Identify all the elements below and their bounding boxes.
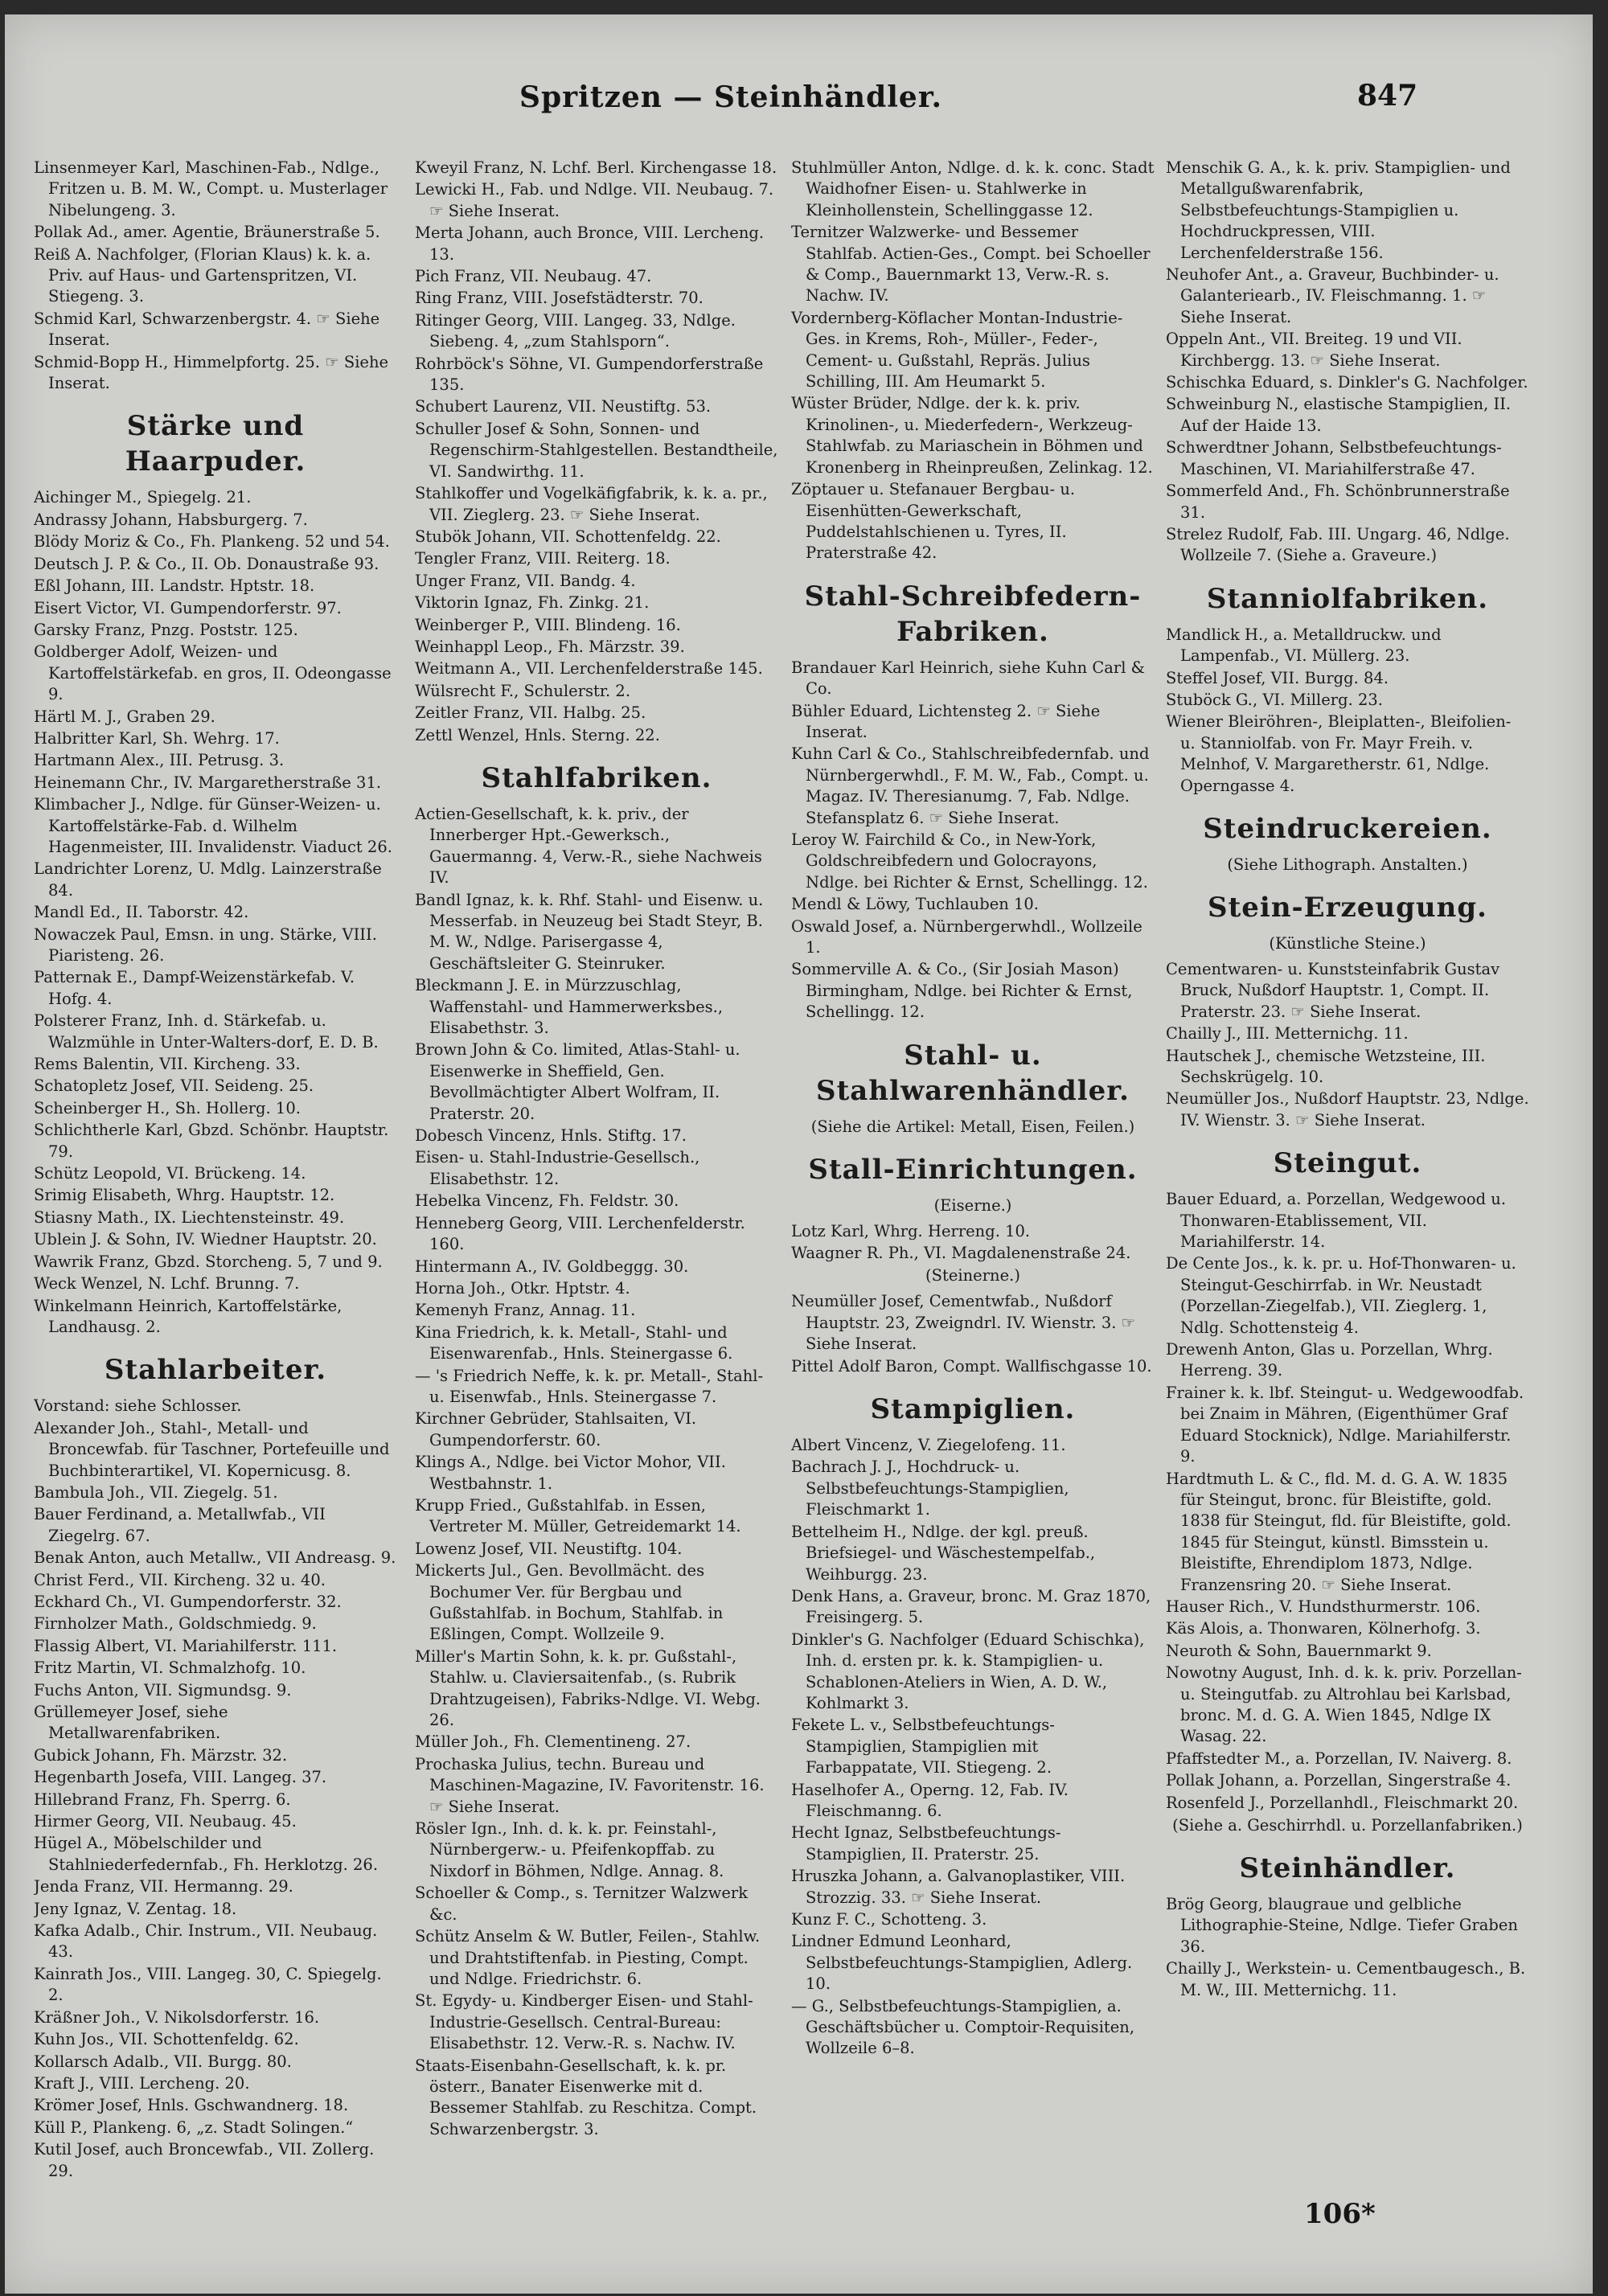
directory-entry: Andrassy Johann, Habsburgerg. 7. [34,510,308,529]
directory-entry: Kweyil Franz, N. Lchf. Berl. Kirchengasse 18. [415,158,777,177]
directory-entry: Denk Hans, a. Graveur, bronc. M. Graz 1870, Freisingerg. 5. [791,1586,1151,1627]
directory-entry: Zettl Wenzel, Hnls. Sterng. 22. [415,725,660,744]
directory-entry: Dinkler's G. Nachfolger (Eduard Schischka), Inh. d. ersten pr. k. k. Stampiglien- u. Schablonen-Ateliers in Wien, A. D. W., Kohlmarkt 3. [791,1630,1145,1712]
directory-entry: Garsky Franz, Pnzg. Poststr. 125. [34,620,298,639]
directory-entry: Wüster Brüder, Ndlge. der k. k. priv. Krinolinen-, u. Miederfedern-, Werkzeug-Stahlwfab. zu Mariaschein in Böhmen und Kronenberg in Rheinpreußen, Zelinkag. 12. [791,394,1153,477]
sheet-mark: 106* [1304,2198,1376,2230]
section-heading: Steindruckereien. [1203,812,1492,845]
section-heading: Stall-Einrichtungen. [808,1153,1138,1186]
directory-entry: Lotz Karl, Whrg. Herreng. 10. [791,1221,1031,1240]
directory-entry: Ternitzer Walzwerke- und Bessemer Stahlfab. Actien-Ges., Compt. bei Schoeller & Comp., Bauernmarkt 13, Verw.-R. s. Nachw. IV. [791,223,1151,305]
directory-entry: Schweinburg N., elastische Stampiglien, II. Auf der Haide 13. [1166,395,1512,435]
directory-entry: Tengler Franz, VIII. Reiterg. 18. [415,549,671,568]
directory-entry: St. Egydy- u. Kindberger Eisen- und Stahl-Industrie-Gesellsch. Central-Bureau: Elisabethstr. 12. Verw.-R. s. Nachw. IV. [415,1991,753,2053]
directory-entry: Firnholzer Math., Goldschmiedg. 9. [34,1614,317,1634]
directory-entry: De Cente Jos., k. k. pr. u. Hof-Thonwaren- u. Steingut-Geschirrfab. in Wr. Neustadt (Porzellan-Ziegelfab.), VII. Zieglerg. 1, Ndlg. Schottensteig 4. [1166,1254,1516,1337]
directory-entry: Hillebrand Franz, Fh. Sperrg. 6. [34,1790,291,1809]
directory-entry: Hruszka Johann, a. Galvanoplastiker, VIII. Strozzig. 33. ☞ Siehe Inserat. [791,1867,1126,1907]
directory-entry: Bachrach J. J., Hochdruck- u. Selbstbefeuchtungs-Stampiglien, Fleischmarkt 1. [791,1458,1069,1519]
directory-entry: Schatopletz Josef, VII. Seideng. 25. [34,1076,314,1096]
directory-entry: Hartmann Alex., III. Petrusg. 3. [34,751,285,770]
directory-entry: Jenda Franz, VII. Hermanng. 29. [34,1877,293,1896]
directory-entry: Bambula Joh., VII. Ziegelg. 51. [34,1482,278,1502]
directory-entry: Oppeln Ant., VII. Breiteg. 19 und VII. Kirchbergg. 13. ☞ Siehe Inserat. [1166,330,1462,370]
directory-entry: Linsenmeyer Karl, Maschinen-Fab., Ndlge., Fritzen u. B. M. W., Compt. u. Musterlager Nibelungeng. 3. [34,158,388,219]
section-note: (Steinerne.) [925,1266,1020,1285]
directory-entry: Schuller Josef & Sohn, Sonnen- und Regenschirm-Stahlgestellen. Bestandtheile, VI. Sandwirthg. 11. [415,419,778,481]
directory-entry: Eisert Victor, VI. Gumpendorferstr. 97. [34,598,342,617]
directory-entry: Pfaffstedter M., a. Porzellan, IV. Naiverg. 8. [1166,1749,1512,1768]
directory-entry: Brown John & Co. limited, Atlas-Stahl- u. Eisenwerke in Sheffield, Gen. Bevollmächtigter Albert Wolfram, II. Praterstr. 20. [415,1040,740,1123]
directory-entry: Grüllemeyer Josef, siehe Metallwarenfabriken. [34,1703,228,1743]
directory-entry: Hintermann A., IV. Goldbeggg. 30. [415,1257,689,1276]
directory-entry: Schütz Leopold, VI. Brückeng. 14. [34,1164,306,1183]
directory-entry: Zöptauer u. Stefanauer Bergbau- u. Eisenhütten-Gewerkschaft, Puddelstahlschienen u. Tyres, II. Praterstraße 42. [791,480,1076,563]
directory-entry: Pollak Johann, a. Porzellan, Singerstraße 4. [1166,1771,1512,1790]
section-heading: Stärke und Haarpuder. [125,410,306,478]
directory-entry: Weitmann A., VII. Lerchenfelderstraße 145. [415,659,763,679]
directory-entry: Waagner R. Ph., VI. Magdalenenstraße 24. [791,1244,1131,1263]
directory-entry: Hautschek J., chemische Wetzsteine, III. Sechskrügelg. 10. [1166,1046,1486,1086]
directory-entry: Lindner Edmund Leonhard, Selbstbefeuchtungs-Stampiglien, Adlerg. 10. [791,1932,1133,1994]
directory-entry: Hirmer Georg, VII. Neubaug. 45. [34,1812,297,1831]
page-header [5,63,1593,114]
directory-entry: Fekete L. v., Selbstbefeuchtungs-Stampiglien, Stampiglien mit Farbappatate, VII. Stiegeng. 2. [791,1716,1055,1777]
section-heading: Stanniolfabriken. [1206,582,1489,615]
section-note: (Künstliche Steine.) [1269,933,1426,953]
directory-entry: Hecht Ignaz, Selbstbefeuchtungs-Stampiglien, II. Praterstr. 25. [791,1823,1061,1863]
section-heading: Steinhändler. [1239,1852,1456,1884]
directory-entry: Henneberg Georg, VIII. Lerchenfelderstr. 160. [415,1213,745,1254]
directory-entry: Aichinger M., Spiegelg. 21. [34,488,252,507]
directory-entry: Vorstand: siehe Schlosser. [34,1396,242,1416]
page-number: 847 [1357,79,1418,113]
directory-entry: Deutsch J. P. & Co., II. Ob. Donaustraße 93. [34,554,379,573]
directory-entry: Kina Friedrich, k. k. Metall-, Stahl- und Eisenwarenfab., Hnls. Steinergasse 6. [415,1322,733,1363]
directory-entry: Albert Vincenz, V. Ziegelofeng. 11. [791,1436,1066,1455]
section-heading: Stahlfabriken. [481,761,712,794]
directory-entry: Schütz Anselm & W. Butler, Feilen-, Stahlw. und Drahtstiftenfab. in Piesting, Compt. und Ndlge. Friedrichstr. 6. [415,1927,761,1988]
directory-entry: Vordernberg-Köflacher Montan-Industrie-Ges. in Krems, Roh-, Müller-, Feder-, Cement- u. Gußstahl, Repräs. Julius Schilling, III. Am Heumarkt 5. [791,308,1123,392]
directory-entry: Mendl & Löwy, Tuchlauben 10. [791,895,1040,914]
directory-entry: Hügel A., Möbelschilder und Stahlniederfedernfab., Fh. Herklotzg. 26. [34,1834,379,1874]
directory-entry: Drewenh Anton, Glas u. Porzellan, Whrg. Herreng. 39. [1166,1340,1493,1380]
directory-entry: Kutil Josef, auch Broncewfab., VII. Zollerg. 29. [34,2140,375,2180]
directory-entry: Cementwaren- u. Kunststeinfabrik Gustav Bruck, Nußdorf Hauptstr. 1, Compt. II. Praterstr. 23. ☞ Siehe Inserat. [1166,959,1500,1021]
directory-entry: Strelez Rudolf, Fab. III. Ungarg. 46, Ndlge. Wollzeile 7. (Siehe a. Graveure.) [1166,524,1510,565]
column-4 [1166,158,1529,2216]
directory-entry: Neumüller Jos., Nußdorf Hauptstr. 23, Ndlge. IV. Wienstr. 3. ☞ Siehe Inserat. [1166,1089,1529,1130]
directory-entry: Brög Georg, blaugraue und gelbliche Lithographie-Steine, Ndlge. Tiefer Graben 36. [1166,1895,1518,1956]
directory-entry: Eßl Johann, III. Landstr. Hptstr. 18. [34,576,315,596]
directory-entry: Ublein J. & Sohn, IV. Wiedner Hauptstr. 20. [34,1230,377,1249]
directory-entry: Rohrböck's Söhne, VI. Gumpendorferstraße 135. [415,354,764,395]
directory-entry: Küll P., Plankeng. 6, „z. Stadt Solingen.“ [34,2118,354,2137]
directory-entry: Benak Anton, auch Metallw., VII Andreasg. 9. [34,1548,396,1568]
section-heading: Stampiglien. [870,1393,1076,1426]
directory-entry: Bauer Eduard, a. Porzellan, Wedgewood u. Thonwaren-Etablissement, VII. Mariahilferstr. 14. [1166,1190,1507,1252]
directory-entry: Mickerts Jul., Gen. Bevollmächt. des Bochumer Ver. für Bergbau und Gußstahlfab. in Bochum, Stahlfab. in Eßlingen, Compt. Wollzeile 9. [415,1561,724,1644]
directory-entry: Hebelka Vincenz, Fh. Feldstr. 30. [415,1191,679,1211]
directory-entry: Kirchner Gebrüder, Stahlsaiten, VI. Gumpendorferstr. 60. [415,1409,697,1449]
directory-entry: Frainer k. k. lbf. Steingut- u. Wedgewoodfab. bei Znaim in Mähren, (Eigenthümer Graf Eduard Stocknick), Ndlge. Mariahilferstr. 9. [1166,1383,1524,1466]
directory-entry: Landrichter Lorenz, U. Mdlg. Lainzerstraße 84. [34,859,382,900]
directory-entry: Schubert Laurenz, VII. Neustiftg. 53. [415,397,712,416]
section-heading: Stein-Erzeugung. [1208,891,1487,924]
directory-entry: Hauser Rich., V. Hundsthurmerstr. 106. [1166,1597,1481,1616]
directory-entry: Goldberger Adolf, Weizen- und Kartoffelstärkefab. en gros, II. Odeongasse 9. [34,642,392,704]
directory-entry: Bandl Ignaz, k. k. Rhf. Stahl- und Eisenw. u. Messerfab. in Neuzeug bei Stadt Steyr, B. M. W., Ndlge. Parisergasse 4, Geschäftsleiter G. Steinruker. [415,890,764,973]
directory-entry: Schischka Eduard, s. Dinkler's G. Nachfolger. [1166,373,1528,392]
directory-entry: Chailly J., III. Metternichg. 11. [1166,1024,1409,1043]
directory-entry: Bleckmann J. E. in Mürzzuschlag, Waffenstahl- und Hammerwerksbes., Elisabethstr. 3. [415,976,724,1038]
directory-entry: Jeny Ignaz, V. Zentag. 18. [34,1899,237,1918]
directory-entry: Sommerfeld And., Fh. Schönbrunnerstraße 31. [1166,482,1510,522]
directory-entry: Winkelmann Heinrich, Kartoffelstärke, Landhausg. 2. [34,1296,343,1336]
directory-entry: Heinemann Chr., IV. Margaretherstraße 31. [34,773,382,792]
directory-entry: Chailly J., Werkstein- u. Cementbaugesch., B. M. W., III. Metternichg. 11. [1166,1959,1526,1999]
directory-entry: Schlichtherle Karl, Gbzd. Schönbr. Hauptstr. 79. [34,1121,389,1161]
column-2 [415,158,778,2216]
directory-columns [26,158,1553,2216]
directory-entry: Actien-Gesellschaft, k. k. priv., der Innerberger Hpt.-Gewerksch., Gauermanng. 4, Verw.-R., siehe Nachweis IV. [415,804,762,888]
directory-entry: Staats-Eisenbahn-Gesellschaft, k. k. pr. österr., Banater Eisenwerke mit d. Bessemer Stahlfab. zu Reschitza. Compt. Schwarzenbergstr. 3. [415,2056,757,2138]
directory-entry: Bettelheim H., Ndlge. der kgl. preuß. Briefsiegel- und Wäschestempelfab., Weihburgg. 23. [791,1522,1096,1584]
directory-entry: Ring Franz, VIII. Josefstädterstr. 70. [415,289,704,308]
directory-entry: Käs Alois, a. Thonwaren, Kölnerhofg. 3. [1166,1619,1481,1638]
directory-entry: Zeitler Franz, VII. Halbg. 25. [415,703,646,723]
directory-entry: Rosenfeld J., Porzellanhdl., Fleischmarkt 20. [1166,1793,1519,1812]
directory-entry: Viktorin Ignaz, Fh. Zinkg. 21. [415,593,650,613]
directory-entry: Scheinberger H., Sh. Hollerg. 10. [34,1098,301,1117]
directory-entry: Nowaczek Paul, Emsn. in ung. Stärke, VIII. Piaristeng. 26. [34,925,377,965]
directory-entry: Lowenz Josef, VII. Neustiftg. 104. [415,1539,683,1558]
directory-entry: Klings A., Ndlge. bei Victor Mohor, VII. Westbahnstr. 1. [415,1453,726,1493]
column-3 [791,158,1155,2216]
directory-entry: Schmid Karl, Schwarzenbergstr. 4. ☞ Siehe Inserat. [34,309,380,350]
directory-entry: Neuroth & Sohn, Bauernmarkt 9. [1166,1641,1432,1660]
directory-entry: Eisen- u. Stahl-Industrie-Gesellsch., Elisabethstr. 12. [415,1148,700,1188]
directory-entry: Stuhlmüller Anton, Ndlge. d. k. k. conc. Stadt Waidhofner Eisen- u. Stahlwerke in Kleinhollenstein, Schellinggasse 12. [791,158,1155,219]
directory-entry: Hardtmuth L. & C., fld. M. d. G. A. W. 1835 für Steingut, bronc. für Bleistifte, gold. 1838 für Steingut, fld. für Bleistifte, gold. 1845 für Steingut, künstl. Bimsstein u. Bleistifte, Ehrendiplom 1873, Ndlge. Franzensring 20. ☞ Siehe Inserat. [1166,1469,1512,1594]
directory-entry: Kuhn Carl & Co., Stahlschreibfedernfab. und Nürnbergerwhdl., F. M. W., Fab., Compt. u. Magaz. IV. Theresianumg. 7, Fab. Ndlge. Stefansplatz 6. ☞ Siehe Inserat. [791,744,1150,827]
section-note: (Siehe Lithograph. Anstalten.) [1227,855,1468,874]
directory-entry: Horna Joh., Otkr. Hptstr. 4. [415,1278,630,1298]
directory-entry: Fuchs Anton, VII. Sigmundsg. 9. [34,1680,292,1699]
directory-entry: Schwerdtner Johann, Selbstbefeuchtungs-Maschinen, VI. Mariahilferstraße 47. [1166,438,1502,478]
section-note: (Eiserne.) [933,1195,1012,1215]
directory-entry: Bauer Ferdinand, a. Metallwfab., VII Ziegelrg. 67. [34,1505,326,1545]
directory-entry: Mandlick H., a. Metalldruckw. und Lampenfab., VI. Müllerg. 23. [1166,625,1442,666]
directory-entry: Mandl Ed., II. Taborstr. 42. [34,903,249,922]
directory-entry: Weck Wenzel, N. Lchf. Brunng. 7. [34,1274,300,1294]
column-1 [34,158,397,2216]
directory-entry: Kollarsch Adalb., VII. Burgg. 80. [34,2052,292,2071]
directory-entry: Klimbacher J., Ndlge. für Günser-Weizen- u. Kartoffelstärke-Fab. d. Wilhelm Hagenmeister, III. Invalidenstr. Viaduct 26. [34,795,392,856]
section-heading: Steingut. [1273,1147,1422,1180]
directory-entry: Kemenyh Franz, Annag. 11. [415,1301,636,1320]
directory-entry: Schmid-Bopp H., Himmelpfortg. 25. ☞ Siehe Inserat. [34,352,389,393]
directory-entry: Pittel Adolf Baron, Compt. Wallfischgasse 10. [791,1356,1152,1376]
directory-entry: — G., Selbstbefeuchtungs-Stampiglien, a. Geschäftsbücher u. Comptoir-Requisiten, Wollzeile 6–8. [791,1996,1135,2058]
directory-entry: Halbritter Karl, Sh. Wehrg. 17. [34,728,280,748]
section-heading: Stahl- u. Stahlwarenhändler. [816,1039,1130,1107]
directory-entry: Kraft J., VIII. Lercheng. 20. [34,2073,250,2093]
directory-entry: Kafka Adalb., Chir. Instrum., VII. Neubaug. 43. [34,1921,378,1962]
directory-entry: Neumüller Josef, Cementwfab., Nußdorf Hauptstr. 23, Zweigndrl. IV. Wienstr. 3. ☞ Siehe Inserat. [791,1292,1136,1354]
directory-entry: Wawrik Franz, Gbzd. Storcheng. 5, 7 und 9. [34,1252,383,1271]
directory-entry: Ritinger Georg, VIII. Langeg. 33, Ndlge. Siebeng. 4, „zum Stahlsporn“. [415,310,736,351]
directory-entry: Steffel Josef, VII. Burgg. 84. [1166,668,1389,687]
directory-entry: Leroy W. Fairchild & Co., in New-York, Goldschreibfedern und Golocrayons, Ndlge. bei Richter & Ernst, Schellingg. 12. [791,830,1148,892]
section-note: (Siehe die Artikel: Metall, Eisen, Feilen.) [810,1117,1135,1136]
section-note: (Siehe a. Geschirrhdl. u. Porzellanfabriken.) [1172,1816,1523,1835]
directory-entry: Wülsrecht F., Schulerstr. 2. [415,681,631,700]
directory-entry: Nowotny August, Inh. d. k. k. priv. Porzellan- u. Steingutfab. zu Altrohlau bei Karlsbad, bronc. M. d. G. A. Wien 1845, Ndlge IX Wasag. 22. [1166,1663,1522,1746]
directory-entry: Rösler Ign., Inh. d. k. k. pr. Feinstahl-, Nürnbergerw.- u. Pfeifenkopffab. zu Nixdorf in Böhmen, Ndlge. Annag. 8. [415,1819,724,1880]
section-heading: Stahl-Schreibfedern-Fabriken. [804,580,1142,648]
directory-entry: Patternak E., Dampf-Weizenstärkefab. V. Hofg. 4. [34,968,355,1008]
directory-entry: Stubök Johann, VII. Schottenfeldg. 22. [415,527,721,546]
directory-entry: Rems Balentin, VII. Kircheng. 33. [34,1055,301,1074]
directory-entry: Stahlkoffer und Vogelkäfigfabrik, k. k. a. pr., VII. Zieglerg. 23. ☞ Siehe Inserat. [415,484,768,524]
directory-entry: Kainrath Jos., VIII. Langeg. 30, C. Spiegelg. 2. [34,1964,382,2005]
directory-entry: Wiener Bleiröhren-, Bleiplatten-, Bleifolien- u. Stanniolfab. von Fr. Mayr Freih. v. Melnhof, V. Margaretherstr. 61, Ndlge. Operngasse 4. [1166,712,1512,795]
directory-entry: Neuhofer Ant., a. Graveur, Buchbinder- u. Galanteriearb., IV. Fleischmanng. 1. ☞ Siehe Inserat. [1166,265,1499,326]
directory-entry: Weinberger P., VIII. Blindeng. 16. [415,615,681,634]
directory-entry: Oswald Josef, a. Nürnbergerwhdl., Wollzeile 1. [791,916,1142,957]
directory-entry: Sommerville A. & Co., (Sir Josiah Mason) Birmingham, Ndlge. bei Richter & Ernst, Schellingg. 12. [791,960,1133,1022]
directory-entry: Lewicki H., Fab. und Ndlge. VII. Neubaug. 7. ☞ Siehe Inserat. [415,180,774,220]
directory-entry: Prochaska Julius, techn. Bureau und Maschinen-Magazine, IV. Favoritenstr. 16. ☞ Siehe Inserat. [415,1754,765,1816]
directory-entry: Kuhn Jos., VII. Schottenfeldg. 62. [34,2030,299,2049]
directory-entry: Weinhappl Leop., Fh. Märzstr. 39. [415,637,685,656]
directory-entry: Pollak Ad., amer. Agentie, Bräunerstraße 5. [34,223,380,242]
directory-entry: Gubick Johann, Fh. Märzstr. 32. [34,1745,288,1765]
directory-entry: Flassig Albert, VI. Mariahilferstr. 111. [34,1636,338,1655]
directory-entry: Brandauer Karl Heinrich, siehe Kuhn Carl & Co. [791,658,1146,699]
directory-entry: Bühler Eduard, Lichtensteg 2. ☞ Siehe Inserat. [791,701,1101,741]
directory-entry: Christ Ferd., VII. Kircheng. 32 u. 40. [34,1570,326,1589]
directory-entry: Stiasny Math., IX. Liechtensteinstr. 49. [34,1207,345,1227]
directory-entry: Kunz F. C., Schotteng. 3. [791,1910,987,1929]
directory-entry: Eckhard Ch., VI. Gumpendorferstr. 32. [34,1592,342,1611]
directory-entry: Srimig Elisabeth, Whrg. Hauptstr. 12. [34,1186,335,1205]
running-title: Spritzen — Steinhändler. [519,80,943,114]
directory-entry: Haselhofer A., Operng. 12, Fab. IV. Fleischmanng. 6. [791,1780,1069,1820]
directory-entry: — 's Friedrich Neffe, k. k. pr. Metall-, Stahl- u. Eisenwfab., Hnls. Steinergasse 7. [415,1366,764,1406]
section-heading: Stahlarbeiter. [104,1354,327,1387]
directory-entry: Menschik G. A., k. k. priv. Stampiglien- und Metallgußwarenfabrik, Selbstbefeuchtungs-Stampiglien u. Hochdruckpressen, VIII. Lerchenfelderstraße 156. [1166,158,1511,262]
directory-entry: Schoeller & Comp., s. Ternitzer Walzwerk &c. [415,1884,749,1924]
directory-entry: Pich Franz, VII. Neubaug. 47. [415,267,652,286]
directory-entry: Miller's Martin Sohn, k. k. pr. Gußstahl-, Stahlw. u. Claviersaitenfab., (s. Rubrik Drahtzugeisen), Fabriks-Ndlge. VI. Webg. 26. [415,1646,761,1730]
directory-entry: Merta Johann, auch Bronce, VIII. Lercheng. 13. [415,223,765,264]
directory-entry: Polsterer Franz, Inh. d. Stärkefab. u. Walzmühle in Unter-Walters-dorf, E. D. B. [34,1011,379,1052]
directory-entry: Unger Franz, VII. Bandg. 4. [415,571,636,590]
directory-entry: Alexander Joh., Stahl-, Metall- und Broncewfab. für Taschner, Portefeuille und Buchbinterartikel, VI. Kopernicusg. 8. [34,1418,390,1480]
directory-entry: Krömer Josef, Hnls. Gschwandnerg. 18. [34,2096,349,2115]
directory-entry: Hegenbarth Josefa, VIII. Langeg. 37. [34,1768,327,1787]
document-page [5,14,1593,2294]
directory-entry: Reiß A. Nachfolger, (Florian Klaus) k. k. a. Priv. auf Haus- und Gartenspritzen, VI. Stiegeng. 3. [34,244,371,306]
directory-entry: Blödy Moriz & Co., Fh. Plankeng. 52 und 54. [34,532,390,551]
directory-entry: Dobesch Vincenz, Hnls. Stiftg. 17. [415,1126,687,1146]
directory-entry: Kräßner Joh., V. Nikolsdorferstr. 16. [34,2007,320,2027]
directory-entry: Fritz Martin, VI. Schmalzhofg. 10. [34,1658,306,1678]
directory-entry: Härtl M. J., Graben 29. [34,707,215,726]
directory-entry: Krupp Fried., Gußstahlfab. in Essen, Vertreter M. Müller, Getreidemarkt 14. [415,1495,741,1536]
directory-entry: Stuböck G., VI. Millerg. 23. [1166,690,1384,709]
directory-entry: Müller Joh., Fh. Clementineng. 27. [415,1732,691,1752]
